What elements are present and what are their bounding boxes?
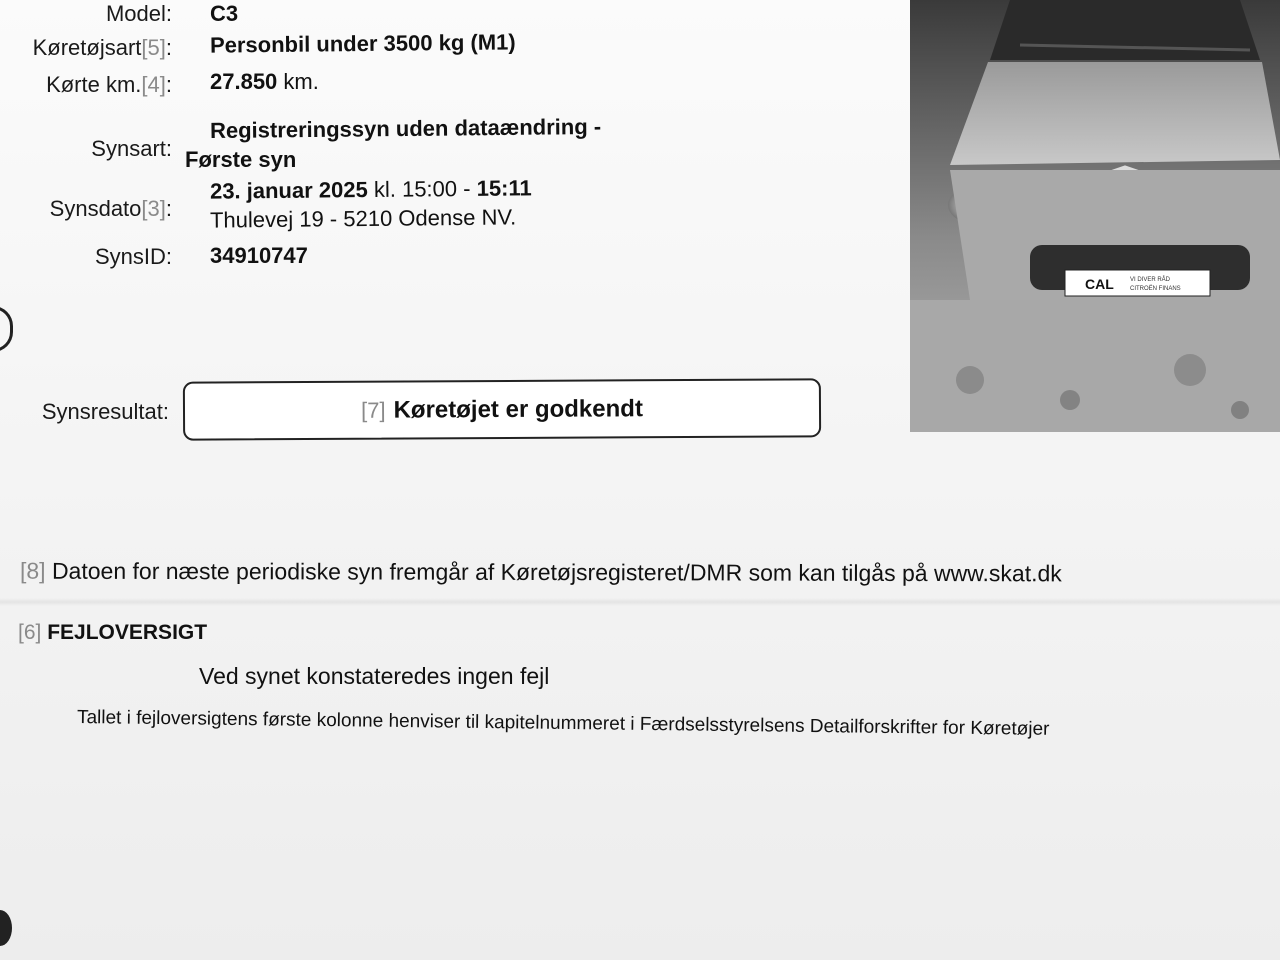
km-label xyxy=(46,72,172,98)
inspection-type-line2: Første syn xyxy=(185,147,297,172)
vehicle-type-value: Personbil under 3500 kg (M1) xyxy=(209,29,516,58)
inspection-date-colon: : xyxy=(165,196,172,221)
result-value: Køretøjet er godkendt xyxy=(393,394,643,424)
result-box xyxy=(183,378,821,440)
vehicle-type-label xyxy=(33,35,172,61)
punch-hole-bottom xyxy=(0,910,12,946)
footnote: Tallet i fejloversigtens første kolonne henviser til kapitelnummeret i Færdselsstyrelsens Detailforskrifter for Køretøjer xyxy=(76,707,1050,740)
result-label: Synsresultat: xyxy=(41,399,169,424)
next-inspection-ref: [8] xyxy=(19,557,46,584)
inspection-type-label: Synsart: xyxy=(91,136,172,161)
punch-hole-top xyxy=(0,306,13,352)
faults-ref: [6] xyxy=(18,621,42,644)
next-inspection-note xyxy=(20,558,1062,588)
vehicle-type-colon: : xyxy=(165,35,172,60)
result-ref: [7] xyxy=(361,397,386,423)
km-unit: km. xyxy=(283,69,319,94)
inspection-date-ref: [3] xyxy=(141,196,166,221)
faults-heading xyxy=(18,621,207,645)
plate-text-line2: CITROËN FINANS xyxy=(1130,286,1181,292)
inspection-id-value: 34910747 xyxy=(210,243,308,268)
km-ref: [4] xyxy=(141,72,166,97)
inspection-type-line1: Registreringssyn uden dataændring - xyxy=(209,113,602,144)
car-illustration xyxy=(910,0,1280,432)
inspection-time-prefix: kl. 15:00 - xyxy=(373,175,471,202)
paper-fold xyxy=(0,598,1280,606)
inspection-date: 23. januar 2025 xyxy=(209,177,368,204)
km-colon: : xyxy=(165,72,172,97)
km-label-text: Kørte km. xyxy=(46,72,142,97)
km-value xyxy=(210,69,319,95)
faults-heading-text: FEJLOVERSIGT xyxy=(47,621,208,644)
plate-text-line1: VI DIVER RÅD xyxy=(1130,277,1171,283)
inspection-date-value xyxy=(210,175,532,204)
model-value: C3 xyxy=(210,1,239,26)
vehicle-photo xyxy=(910,0,1280,432)
vehicle-type-label-text: Køretøjsart xyxy=(32,35,142,60)
model-label: Model: xyxy=(105,1,172,26)
inspection-date-label-text: Synsdato xyxy=(49,196,142,221)
next-inspection-text: Datoen for næste periodiske syn fremgår af Køretøjsregisteret/DMR som kan tilgås på www.skat.dk xyxy=(51,557,1062,587)
vehicle-type-ref: [5] xyxy=(141,35,166,60)
inspection-time-end: 15:11 xyxy=(476,175,532,201)
plate-brand: CAL xyxy=(1085,276,1114,292)
faults-text: Ved synet konstateredes ingen fejl xyxy=(199,663,550,689)
inspection-id-label: SynsID: xyxy=(94,244,172,269)
inspection-address: Thulevej 19 - 5210 Odense NV. xyxy=(209,204,517,233)
km-number: 27.850 xyxy=(210,69,278,94)
inspection-date-label xyxy=(50,196,172,222)
